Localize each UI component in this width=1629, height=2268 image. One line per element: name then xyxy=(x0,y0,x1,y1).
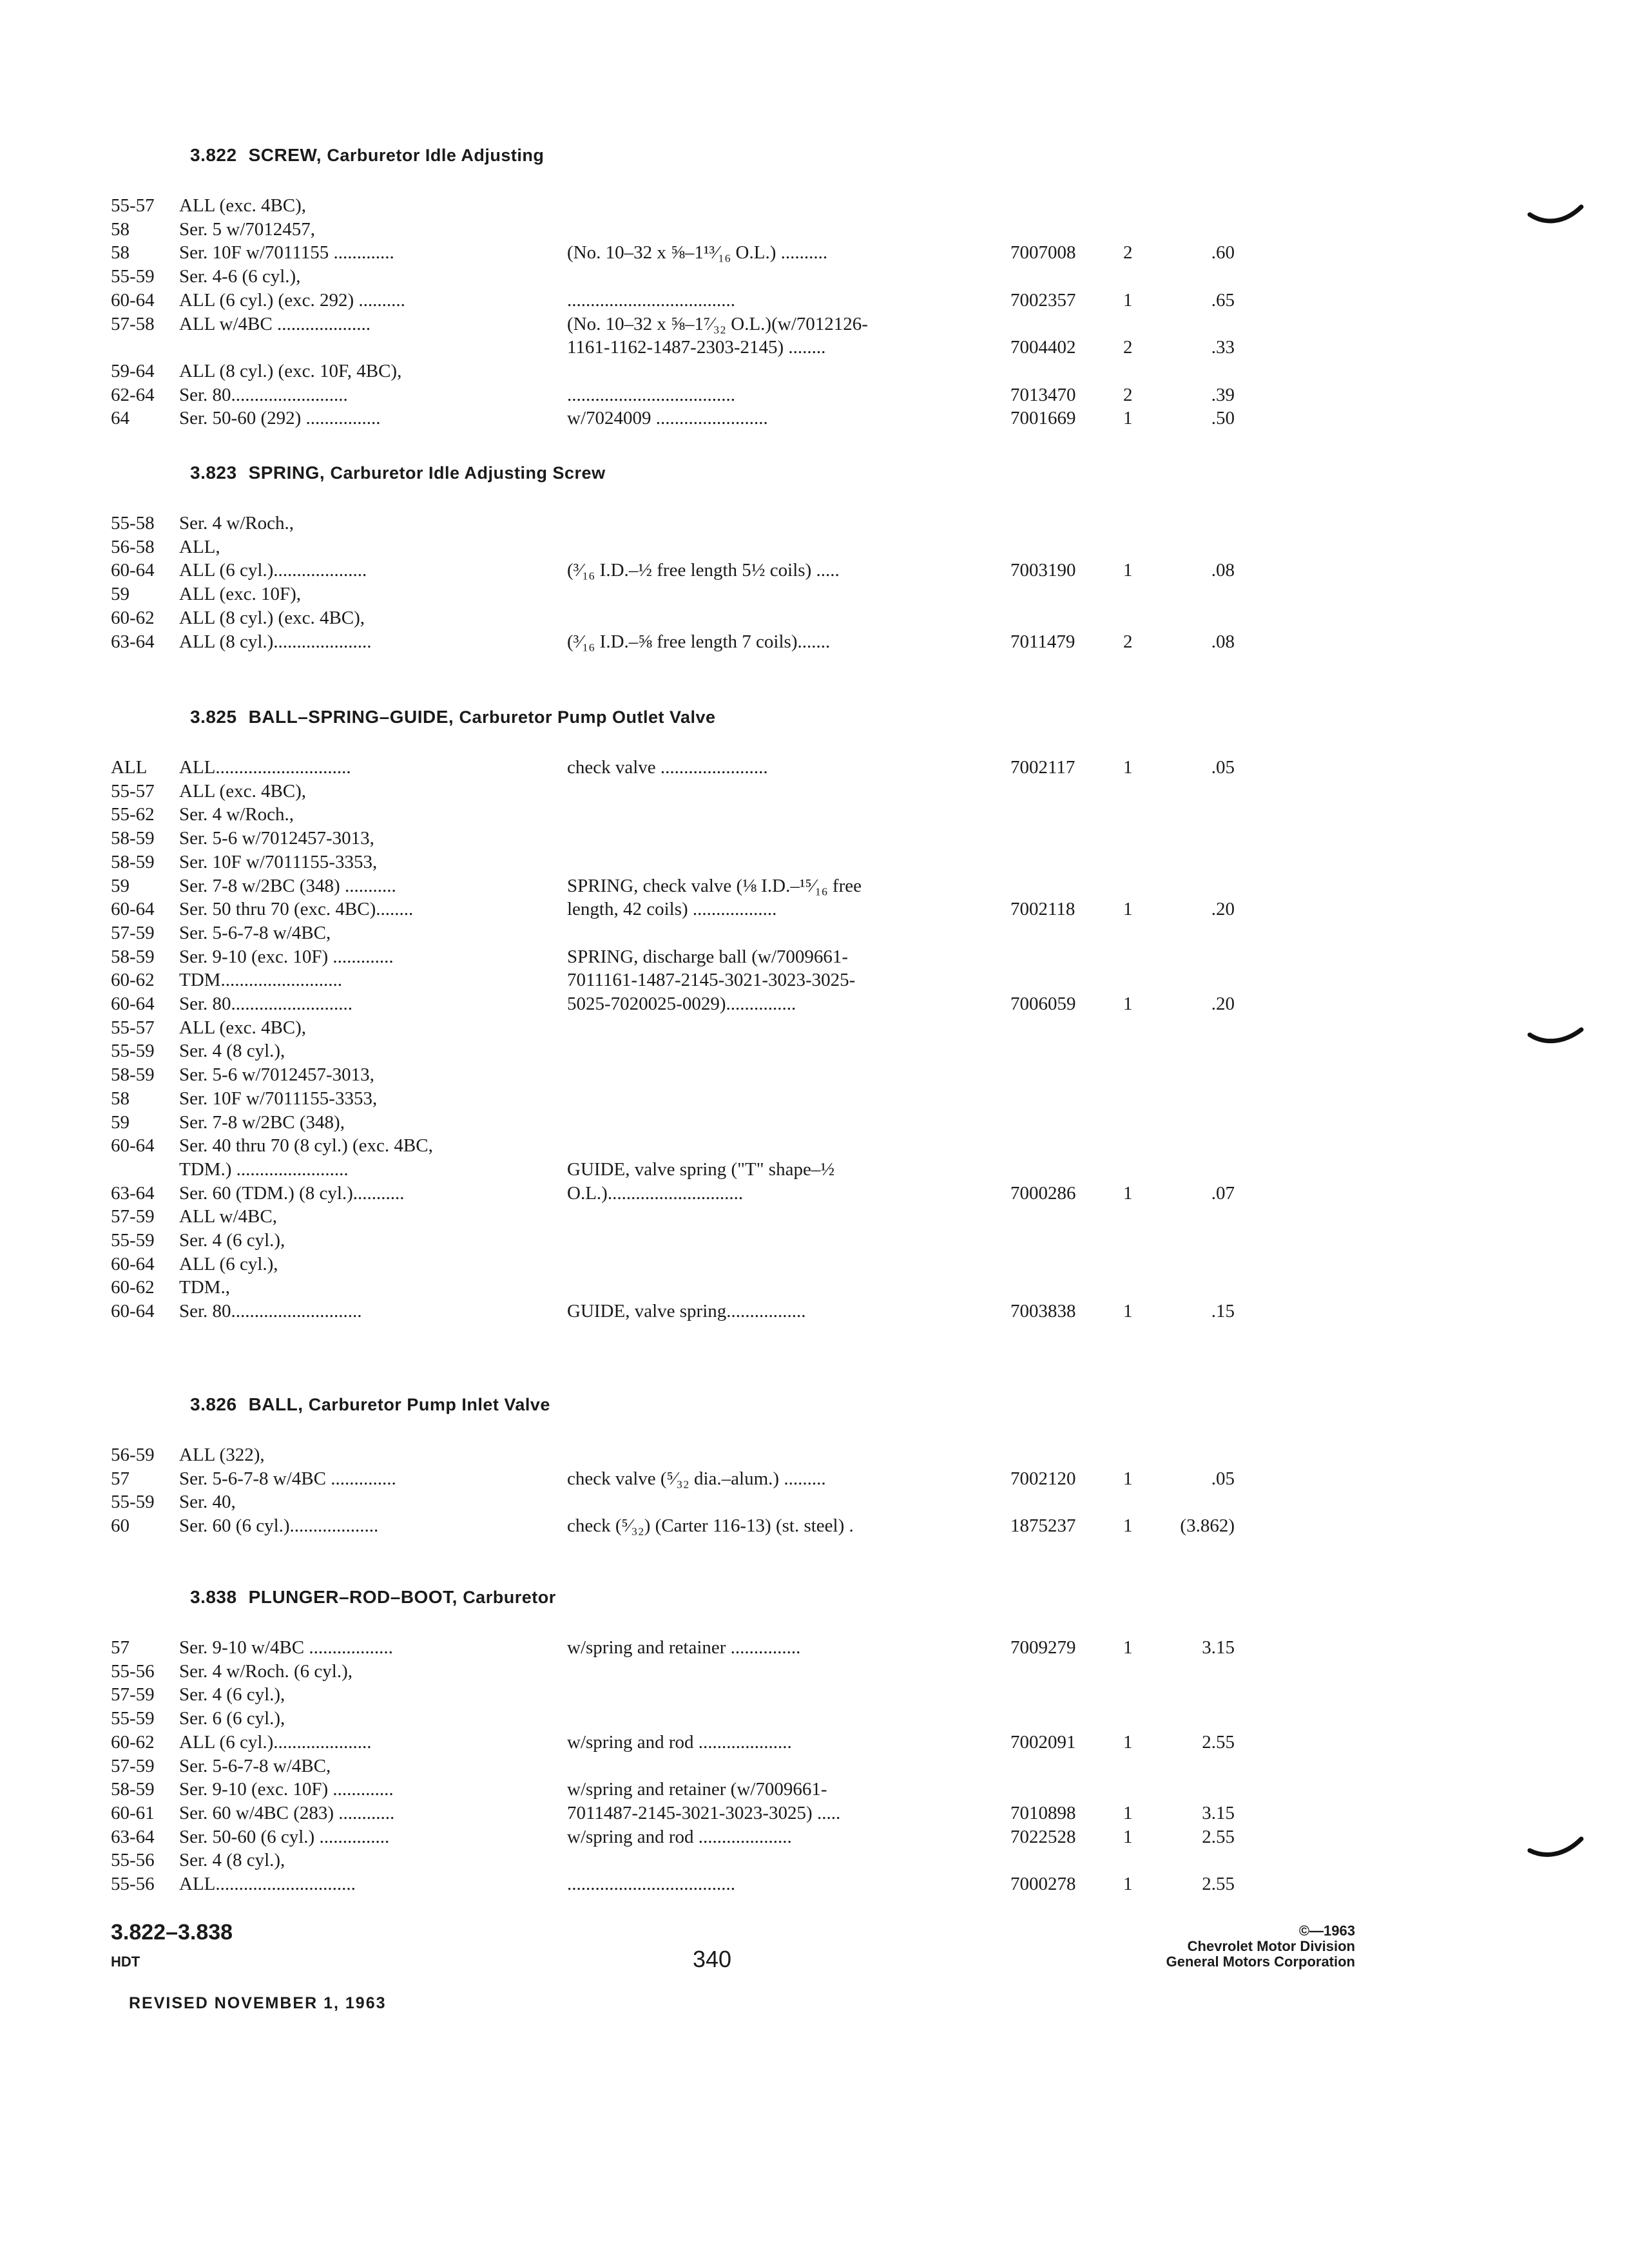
page-range: 3.822–3.838 xyxy=(111,1920,233,1945)
table-row xyxy=(0,1088,1629,1111)
table-row xyxy=(0,1254,1629,1277)
table-row xyxy=(0,1515,1629,1539)
application: Ser. 5-6-7-8 w/4BC, xyxy=(179,922,331,943)
application: ALL (8 cyl.) (exc. 4BC), xyxy=(179,607,365,628)
table-row xyxy=(0,1064,1629,1088)
table-row xyxy=(0,828,1629,851)
section-number: 3.823 xyxy=(190,463,237,483)
model-year: 63-64 xyxy=(111,1826,155,1847)
table-row xyxy=(0,560,1629,583)
price: 3.15 xyxy=(1202,1637,1235,1658)
application: Ser. 50 thru 70 (exc. 4BC)........ xyxy=(179,899,414,920)
part-number: 7000286 xyxy=(1010,1182,1076,1204)
application: ALL............................. xyxy=(179,757,351,778)
description: .................................... xyxy=(567,289,735,311)
price: .39 xyxy=(1211,384,1235,405)
description: w/spring and retainer ............... xyxy=(567,1637,801,1658)
catalog-code: HDT xyxy=(111,1954,140,1970)
part-number: 7004402 xyxy=(1010,337,1076,358)
table-row xyxy=(0,781,1629,804)
table-row xyxy=(0,290,1629,313)
description: check valve ....................... xyxy=(567,757,768,778)
application: ALL (6 cyl.) (exc. 292) .......... xyxy=(179,289,405,311)
application: Ser. 4 (8 cyl.), xyxy=(179,1850,285,1871)
section-number: 3.826 xyxy=(190,1394,237,1414)
application: Ser. 5-6 w/7012457-3013, xyxy=(179,828,374,849)
model-year: 55-57 xyxy=(111,195,155,216)
section-description: Carburetor Pump Outlet Valve xyxy=(459,707,716,727)
model-year: 58 xyxy=(111,242,130,264)
application: Ser. 9-10 (exc. 10F) ............. xyxy=(179,1779,394,1800)
quantity: 1 xyxy=(1123,408,1133,429)
application: ALL (6 cyl.).................... xyxy=(179,560,367,581)
quantity: 1 xyxy=(1123,1731,1133,1753)
table-row xyxy=(0,1468,1629,1492)
model-year: 55-56 xyxy=(111,1874,155,1894)
price: .20 xyxy=(1211,994,1235,1014)
description: (³⁄₁₆ I.D.–½ free length 5½ coils) ..... xyxy=(567,560,840,581)
model-year: 55-62 xyxy=(111,804,155,825)
application: Ser. 60 (TDM.) (8 cyl.)........... xyxy=(179,1182,405,1204)
section-name: SPRING, xyxy=(248,463,325,483)
part-number: 7002357 xyxy=(1010,289,1076,311)
application: Ser. 4 w/Roch. (6 cyl.), xyxy=(179,1660,353,1682)
quantity: 1 xyxy=(1123,1515,1133,1537)
application: Ser. 5 w/7012457, xyxy=(179,218,316,240)
section-name: SCREW, xyxy=(248,145,322,165)
application: Ser. 4 (6 cyl.), xyxy=(179,1230,285,1251)
application: Ser. 60 (6 cyl.)................... xyxy=(179,1515,379,1537)
application: ALL.............................. xyxy=(179,1874,356,1894)
part-number: 1875237 xyxy=(1010,1515,1076,1537)
table-row xyxy=(0,1445,1629,1468)
table-row xyxy=(0,994,1629,1017)
quantity: 1 xyxy=(1123,289,1133,311)
price: .08 xyxy=(1211,631,1235,652)
corporation: General Motors Corporation xyxy=(1166,1954,1355,1970)
table-row xyxy=(0,804,1629,827)
application: Ser. 50-60 (6 cyl.) ............... xyxy=(179,1826,390,1847)
table-row xyxy=(0,1684,1629,1707)
application: ALL (6 cyl.)..................... xyxy=(179,1731,372,1753)
table-row xyxy=(0,314,1629,337)
application: Ser. 10F w/7011155-3353, xyxy=(179,1088,378,1109)
section-number: 3.825 xyxy=(190,707,237,727)
description: (No. 10–32 x ⅝–1¹³⁄₁₆ O.L.) .......... xyxy=(567,242,828,264)
application: ALL (exc. 4BC), xyxy=(179,1017,307,1038)
description: length, 42 coils) .................. xyxy=(567,899,777,920)
part-number: 7002091 xyxy=(1010,1731,1076,1753)
application: Ser. 4 (8 cyl.), xyxy=(179,1041,285,1062)
model-year: 55-57 xyxy=(111,780,155,802)
table-row xyxy=(0,1708,1629,1731)
model-year: 57-59 xyxy=(111,1206,155,1227)
table-row xyxy=(0,608,1629,631)
table-row xyxy=(0,1850,1629,1873)
description: w/spring and retainer (w/7009661- xyxy=(567,1779,827,1800)
table-row xyxy=(0,1230,1629,1253)
model-year: 60-64 xyxy=(111,899,155,920)
section-title xyxy=(190,463,606,483)
part-number: 7002118 xyxy=(1010,899,1075,920)
application: Ser. 10F w/7011155 ............. xyxy=(179,242,394,264)
publisher-block xyxy=(1166,1923,1355,1970)
application: Ser. 7-8 w/2BC (348) ........... xyxy=(179,875,396,896)
part-number: 7002120 xyxy=(1010,1468,1076,1489)
table-row xyxy=(0,947,1629,970)
table-row xyxy=(0,1277,1629,1300)
application: Ser. 9-10 (exc. 10F) ............. xyxy=(179,946,394,967)
application: Ser. 80......................... xyxy=(179,384,348,405)
application: ALL (8 cyl.) (exc. 10F, 4BC), xyxy=(179,360,402,381)
check-mark-icon xyxy=(1527,1836,1585,1862)
model-year: 57 xyxy=(111,1468,130,1489)
quantity: 1 xyxy=(1123,1182,1133,1204)
section-number: 3.822 xyxy=(190,145,237,165)
model-year: 58-59 xyxy=(111,851,155,872)
section-name: BALL–SPRING–GUIDE, xyxy=(248,707,454,727)
table-row xyxy=(0,1206,1629,1229)
division: Chevrolet Motor Division xyxy=(1187,1938,1355,1954)
description: check valve (⁵⁄₃₂ dia.–alum.) ......... xyxy=(567,1468,826,1489)
table-row xyxy=(0,1492,1629,1515)
application: ALL (8 cyl.)..................... xyxy=(179,631,372,652)
price: 3.15 xyxy=(1202,1802,1235,1823)
application: ALL w/4BC .................... xyxy=(179,313,371,334)
model-year: 58 xyxy=(111,218,130,240)
description: SPRING, check valve (⅛ I.D.–¹⁵⁄₁₆ free xyxy=(567,875,862,896)
table-row xyxy=(0,1827,1629,1850)
model-year: 56-59 xyxy=(111,1445,155,1465)
section-number: 3.838 xyxy=(190,1587,237,1607)
table-row xyxy=(0,631,1629,655)
application: Ser. 40, xyxy=(179,1492,236,1513)
section-description: Carburetor Pump Inlet Valve xyxy=(308,1395,550,1414)
application: Ser. 80.......................... xyxy=(179,994,353,1014)
section-description: Carburetor Idle Adjusting Screw xyxy=(330,463,606,483)
quantity: 1 xyxy=(1123,994,1133,1014)
copyright: ©—1963 xyxy=(1298,1923,1355,1939)
price: .50 xyxy=(1211,408,1235,429)
price: .08 xyxy=(1211,560,1235,581)
model-year: 60-64 xyxy=(111,1135,155,1157)
table-row xyxy=(0,1159,1629,1182)
model-year: 55-59 xyxy=(111,266,155,287)
description: check (⁵⁄₃₂) (Carter 116-13) (st. steel) . xyxy=(567,1515,854,1537)
table-row xyxy=(0,970,1629,993)
table-row xyxy=(0,1112,1629,1135)
application: ALL (exc. 4BC), xyxy=(179,780,307,802)
table-row xyxy=(0,1803,1629,1826)
description: 7011161-1487-2145-3021-3023-3025- xyxy=(567,970,856,991)
table-row xyxy=(0,899,1629,922)
table-row xyxy=(0,1041,1629,1064)
part-number: 7006059 xyxy=(1010,994,1076,1014)
description: SPRING, discharge ball (w/7009661- xyxy=(567,946,849,967)
application: ALL (322), xyxy=(179,1445,265,1465)
application: Ser. 4 (6 cyl.), xyxy=(179,1684,285,1706)
quantity: 1 xyxy=(1123,757,1133,778)
model-year: 58-59 xyxy=(111,1779,155,1800)
application: Ser. 5-6 w/7012457-3013, xyxy=(179,1064,374,1086)
model-year: 62-64 xyxy=(111,384,155,405)
price: (3.862) xyxy=(1180,1515,1235,1537)
application: ALL (exc. 4BC), xyxy=(179,195,307,216)
model-year: 59-64 xyxy=(111,360,155,381)
table-row xyxy=(0,513,1629,536)
application: Ser. 5-6-7-8 w/4BC .............. xyxy=(179,1468,396,1489)
quantity: 1 xyxy=(1123,1826,1133,1847)
model-year: 60-64 xyxy=(111,1301,155,1322)
price: .07 xyxy=(1211,1182,1235,1204)
part-number: 7013470 xyxy=(1010,384,1076,405)
model-year: 55-56 xyxy=(111,1850,155,1871)
description: 1161-1162-1487-2303-2145) ........ xyxy=(567,337,826,358)
model-year: 57-59 xyxy=(111,922,155,943)
check-mark-icon xyxy=(1527,1024,1585,1050)
section-title xyxy=(190,145,544,166)
price: .60 xyxy=(1211,242,1235,264)
quantity: 1 xyxy=(1123,1874,1133,1894)
quantity: 2 xyxy=(1123,631,1133,652)
table-row xyxy=(0,1779,1629,1802)
price: 2.55 xyxy=(1202,1874,1235,1894)
table-row xyxy=(0,1017,1629,1041)
model-year: 59 xyxy=(111,875,130,896)
quantity: 1 xyxy=(1123,1637,1133,1658)
table-row xyxy=(0,1661,1629,1684)
model-year: 60 xyxy=(111,1515,130,1537)
description: 5025-7020025-0029)............... xyxy=(567,994,796,1014)
model-year: 60-62 xyxy=(111,1277,155,1298)
application: ALL, xyxy=(179,536,220,557)
model-year: 63-64 xyxy=(111,631,155,652)
model-year: 55-57 xyxy=(111,1017,155,1038)
model-year: 55-59 xyxy=(111,1041,155,1062)
table-row xyxy=(0,584,1629,607)
application: Ser. 60 w/4BC (283) ............ xyxy=(179,1802,395,1823)
part-number: 7011479 xyxy=(1010,631,1075,652)
price: 2.55 xyxy=(1202,1731,1235,1753)
application: TDM.) ........................ xyxy=(179,1158,349,1180)
model-year: 57-58 xyxy=(111,313,155,334)
model-year: 60-64 xyxy=(111,289,155,311)
table-row xyxy=(0,923,1629,946)
description: (No. 10–32 x ⅝–1⁷⁄₃₂ O.L.)(w/7012126- xyxy=(567,313,868,334)
table-row xyxy=(0,1183,1629,1206)
model-year: 57 xyxy=(111,1637,130,1658)
application: Ser. 40 thru 70 (8 cyl.) (exc. 4BC, xyxy=(179,1135,433,1157)
description: 7011487-2145-3021-3023-3025) ..... xyxy=(567,1802,841,1823)
part-number: 7007008 xyxy=(1010,242,1076,264)
application: Ser. 9-10 w/4BC .................. xyxy=(179,1637,393,1658)
table-row xyxy=(0,1637,1629,1660)
description: w/spring and rod .................... xyxy=(567,1731,792,1753)
model-year: 58-59 xyxy=(111,1064,155,1086)
table-row xyxy=(0,242,1629,265)
model-year: 60-62 xyxy=(111,1731,155,1753)
description: GUIDE, valve spring................. xyxy=(567,1301,806,1322)
page-number: 340 xyxy=(693,1946,732,1972)
quantity: 2 xyxy=(1123,337,1133,358)
section-title xyxy=(190,1587,556,1608)
check-mark-icon xyxy=(1527,203,1585,229)
application: Ser. 4 w/Roch., xyxy=(179,513,294,533)
application: Ser. 4 w/Roch., xyxy=(179,804,294,825)
price: .05 xyxy=(1211,757,1235,778)
description: .................................... xyxy=(567,1874,735,1894)
model-year: ALL xyxy=(111,757,148,778)
quantity: 2 xyxy=(1123,384,1133,405)
model-year: 58-59 xyxy=(111,828,155,849)
table-row xyxy=(0,385,1629,408)
price: .15 xyxy=(1211,1301,1235,1322)
model-year: 63-64 xyxy=(111,1182,155,1204)
model-year: 64 xyxy=(111,408,130,429)
model-year: 55-59 xyxy=(111,1492,155,1513)
description: GUIDE, valve spring ("T" shape–½ xyxy=(567,1158,835,1180)
quantity: 1 xyxy=(1123,1802,1133,1823)
part-number: 7003190 xyxy=(1010,560,1076,581)
model-year: 55-59 xyxy=(111,1708,155,1729)
model-year: 58 xyxy=(111,1088,130,1109)
description: w/spring and rod .................... xyxy=(567,1826,792,1847)
model-year: 57-59 xyxy=(111,1684,155,1706)
description: .................................... xyxy=(567,384,735,405)
table-row xyxy=(0,408,1629,431)
model-year: 58-59 xyxy=(111,946,155,967)
part-number: 7001669 xyxy=(1010,408,1076,429)
application: TDM.......................... xyxy=(179,970,342,991)
section-title xyxy=(190,1394,550,1415)
table-row xyxy=(0,876,1629,899)
table-row xyxy=(0,266,1629,289)
part-number: 7000278 xyxy=(1010,1874,1076,1894)
part-number: 7009279 xyxy=(1010,1637,1076,1658)
application: Ser. 5-6-7-8 w/4BC, xyxy=(179,1755,331,1776)
application: Ser. 7-8 w/2BC (348), xyxy=(179,1111,345,1133)
quantity: 1 xyxy=(1123,899,1133,920)
section-title xyxy=(190,707,716,727)
model-year: 60-62 xyxy=(111,970,155,991)
application: ALL (exc. 10F), xyxy=(179,584,301,605)
model-year: 60-64 xyxy=(111,994,155,1014)
application: Ser. 50-60 (292) ................ xyxy=(179,408,381,429)
application: Ser. 10F w/7011155-3353, xyxy=(179,851,378,872)
table-row xyxy=(0,219,1629,242)
application: Ser. 80............................ xyxy=(179,1301,362,1322)
part-number: 7003838 xyxy=(1010,1301,1076,1322)
table-row xyxy=(0,1874,1629,1897)
description: O.L.)............................. xyxy=(567,1182,744,1204)
section-description: Carburetor Idle Adjusting xyxy=(327,146,545,165)
model-year: 55-58 xyxy=(111,513,155,533)
quantity: 1 xyxy=(1123,1468,1133,1489)
table-row xyxy=(0,757,1629,780)
part-number: 7010898 xyxy=(1010,1802,1076,1823)
table-row xyxy=(0,1301,1629,1324)
application: ALL w/4BC, xyxy=(179,1206,277,1227)
part-number: 7002117 xyxy=(1010,757,1075,778)
price: 2.55 xyxy=(1202,1826,1235,1847)
application: Ser. 6 (6 cyl.), xyxy=(179,1708,285,1729)
revision-date: REVISED NOVEMBER 1, 1963 xyxy=(129,1994,387,2012)
description: w/7024009 ........................ xyxy=(567,408,768,429)
model-year: 55-59 xyxy=(111,1230,155,1251)
description: (³⁄₁₆ I.D.–⅝ free length 7 coils)....... xyxy=(567,631,831,652)
model-year: 60-61 xyxy=(111,1802,155,1823)
price: .05 xyxy=(1211,1468,1235,1489)
table-row xyxy=(0,1135,1629,1158)
model-year: 56-58 xyxy=(111,536,155,557)
section-name: PLUNGER–ROD–BOOT, xyxy=(248,1587,458,1607)
model-year: 60-62 xyxy=(111,607,155,628)
table-row xyxy=(0,1756,1629,1779)
price: .65 xyxy=(1211,289,1235,311)
application: ALL (6 cyl.), xyxy=(179,1253,278,1274)
quantity: 2 xyxy=(1123,242,1133,264)
section-description: Carburetor xyxy=(463,1588,556,1607)
table-row xyxy=(0,537,1629,560)
section-name: BALL, xyxy=(248,1394,304,1414)
application: TDM., xyxy=(179,1277,230,1298)
model-year: 59 xyxy=(111,584,130,605)
application: Ser. 4-6 (6 cyl.), xyxy=(179,266,301,287)
model-year: 60-64 xyxy=(111,1253,155,1274)
model-year: 59 xyxy=(111,1111,130,1133)
model-year: 60-64 xyxy=(111,560,155,581)
model-year: 55-56 xyxy=(111,1660,155,1682)
price: .33 xyxy=(1211,337,1235,358)
part-number: 7022528 xyxy=(1010,1826,1076,1847)
price: .20 xyxy=(1211,899,1235,920)
table-row xyxy=(0,852,1629,875)
table-row xyxy=(0,337,1629,360)
table-row xyxy=(0,195,1629,218)
quantity: 1 xyxy=(1123,1301,1133,1322)
model-year: 57-59 xyxy=(111,1755,155,1776)
table-row xyxy=(0,361,1629,384)
quantity: 1 xyxy=(1123,560,1133,581)
table-row xyxy=(0,1732,1629,1755)
